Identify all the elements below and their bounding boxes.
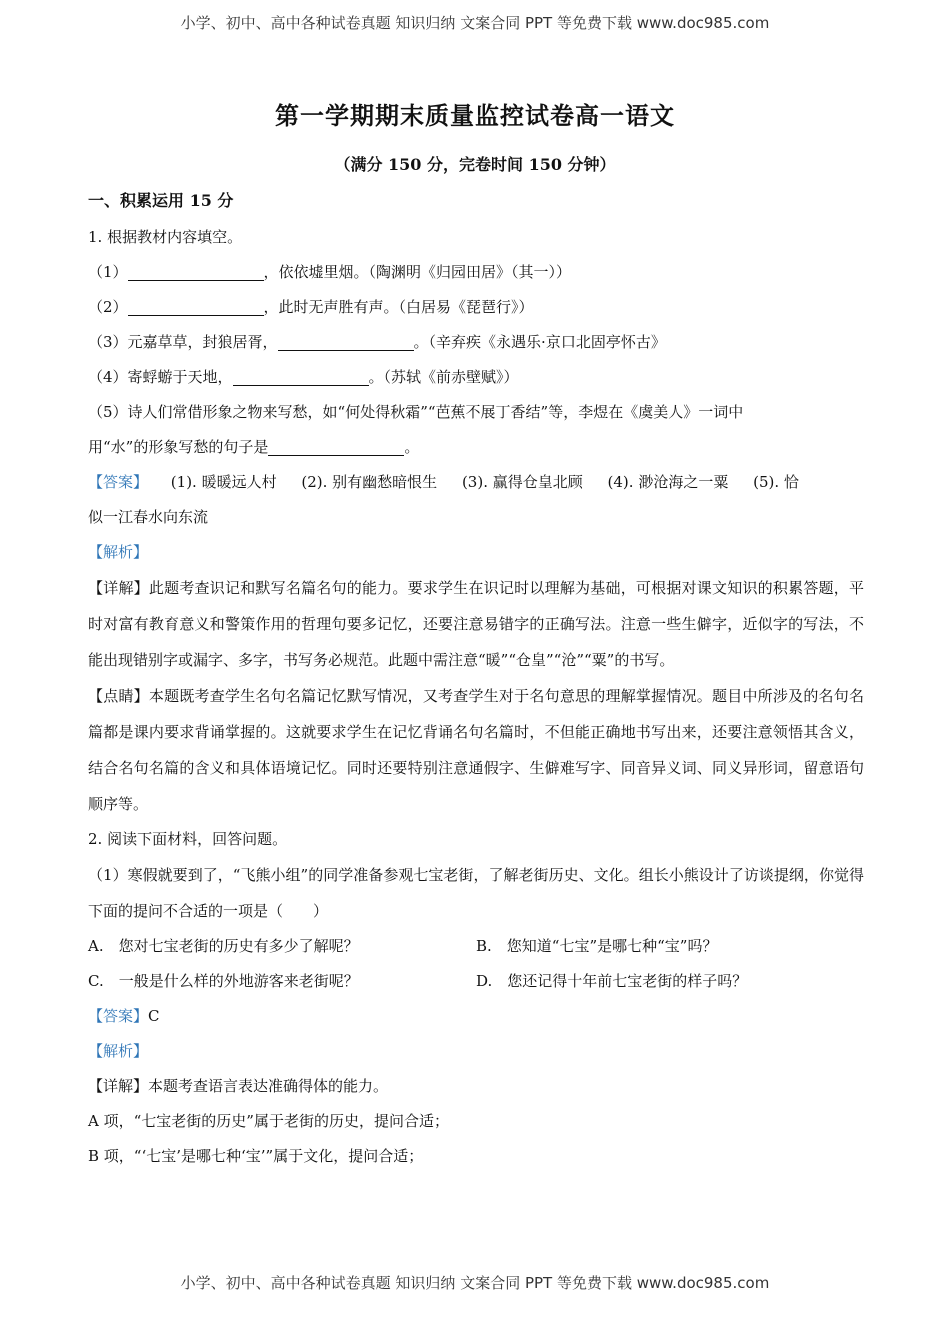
answer-item: (2). 别有幽愁暗恨生 [301,473,438,491]
answer-item: (3). 赢得仓皇北顾 [461,473,583,491]
fill-item: （1） ，依依墟里烟。（陶渊明《归园田居》（其一）） [88,263,572,281]
analysis-tag: 【解析】 [88,543,149,561]
answer-blank [128,263,264,281]
analysis-tag: 【解析】 [88,1042,149,1060]
site-banner-bottom: 小学、初中、高中各种试卷真题 知识归纳 文案合同 PPT 等免费下载 www.doc985.com [180,1274,770,1292]
answer-continuation: 似一江春水向东流 [88,508,209,526]
fill-item: （3）元嘉草草，封狼居胥， 。（辛弃疾《永遇乐·京口北固亭怀古》 [88,333,666,351]
answer-blank [278,333,414,351]
options-row [88,964,864,999]
fill-item-5-line1: （5）诗人们常借形象之物来写愁，如“何处得秋霜”“芭蕉不展丁香结”等，李煜在《虞美人》一词中 [88,403,744,421]
section-heading: 一、积累运用 15 分 [88,191,234,210]
explanation-line-b: B 项，“‘七宝’是哪七种‘宝’”属于文化，提问合适； [88,1147,424,1165]
answer-item: (5). 恰 [753,473,799,491]
option-d: D. 您还记得十年前七宝老街的样子吗？ [476,972,748,990]
question-stem: 1. 根据教材内容填空。 [88,228,243,246]
explanation-line-a: A 项，“七宝老街的历史”属于老街的历史，提问合适； [88,1112,449,1130]
option-a: A. 您对七宝老街的历史有多少了解呢？ [88,937,359,955]
tip-paragraph: 【点睛】本题既考查学生名句名篇记忆默写情况，又考查学生对于名句意思的理解掌握情况。题目中所涉及的名句名篇都是课内要求背诵掌握的。这就要求学生在记忆背诵名句名篇时，不但能正确地书写出来，还要注意领悟其含义，结合名句名篇的含义和具体语境记忆。同时还要特别注意通假字、生僻难写字、同音异义词、同义异形词，留意语句顺序等。 [88,687,864,813]
answer-blank [128,298,264,316]
answer-blank [233,368,369,386]
answer-value: C [148,1007,160,1025]
question-stem: 2. 阅读下面材料，回答问题。 [88,830,288,848]
sub-question: （1）寒假就要到了，“飞熊小组”的同学准备参观七宝老街，了解老街历史、文化。组长小熊设计了访谈提纲，你觉得下面的提问不合适的一项是（ ） [88,866,864,920]
detail-line: 【详解】本题考查语言表达准确得体的能力。 [88,1077,389,1095]
option-c: C. 一般是什么样的外地游客来老街呢？ [88,972,359,990]
fill-item: （2） ，此时无声胜有声。（白居易《琵琶行》） [88,298,534,316]
answer-line [88,999,864,1034]
answer-item: (1). 暖暖远人村 [170,473,277,491]
answer-item: (4). 渺沧海之一粟 [607,473,729,491]
exam-content [88,186,864,1174]
site-banner-top: 小学、初中、高中各种试卷真题 知识归纳 文案合同 PPT 等免费下载 www.doc985.com [180,14,770,32]
options-row [88,929,864,964]
answer-line [88,465,864,500]
detail-paragraph: 【详解】此题考查识记和默写名篇名句的能力。要求学生在识记时以理解为基础，可根据对课文知识的积累答题，平时对富有教育意义和警策作用的哲理句要多记忆，还要注意易错字的正确写法。注意一些生僻字，近似字的写法，不能出现错别字或漏字、多字，书写务必规范。此题中需注意“暖”“仓皇”“沧”“粟”的书写。 [88,579,864,669]
exam-subtitle: （满分 150 分，完卷时间 150 分钟） [334,155,616,174]
option-b: B. 您知道“七宝”是哪七种“宝”吗？ [476,937,718,955]
answer-tag: 【答案】 [88,1007,149,1025]
fill-item-5-line2: 用“水”的形象写愁的句子是 。 [88,438,420,456]
answer-tag: 【答案】 [88,473,149,491]
fill-item: （4）寄蜉蝣于天地， 。（苏轼《前赤壁赋》） [88,368,519,386]
exam-title: 第一学期期末质量监控试卷高一语文 [275,101,675,130]
answer-blank [268,438,404,456]
